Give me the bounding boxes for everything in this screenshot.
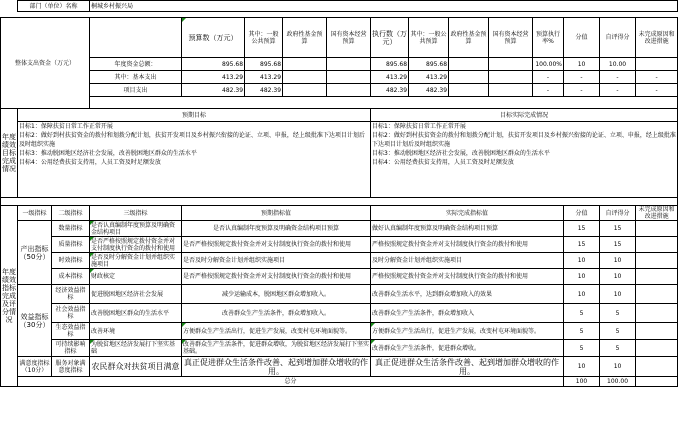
table-row	[1, 357, 678, 377]
self-score-cell: 10.00	[600, 58, 636, 71]
col-exec-state: 国有资本经营预算	[489, 18, 533, 58]
score-cell: -	[564, 71, 600, 84]
actual-cell: 改善群众生活水平，达到群众增加收入的效果	[371, 285, 564, 304]
dept-label: 部门（单位）名称	[18, 1, 90, 12]
col-ind-self: 自评得分	[600, 206, 636, 221]
budget-general-cell: 482.39	[245, 84, 283, 97]
score-cell: 15	[564, 237, 600, 253]
level3-cell: 改善脱困地区群众的生活水平	[90, 304, 182, 323]
budget-total-cell: 413.29	[182, 71, 245, 84]
level2-cell: 质量指标	[52, 237, 90, 253]
exec-fund-cell	[449, 71, 489, 84]
score-cell: 10	[564, 269, 600, 285]
col-budget-fund: 政府性基金预算	[283, 18, 327, 58]
reason-cell: -	[636, 84, 678, 97]
col-exec-fund: 政府性基金预算	[449, 18, 489, 58]
budget-general-cell: 413.29	[245, 71, 283, 84]
actual-cell: 做好认真编制年度预算及明确资金结构项目预算	[371, 221, 564, 237]
table-row	[1, 269, 678, 285]
exec-general-cell: 895.68	[409, 58, 449, 71]
target-cell: 改善群众生产生活条件，促进群众增收，为脱贫地区经济发展打下坚实基础。	[183, 341, 370, 355]
budget-total-cell: 482.39	[182, 84, 245, 97]
budget-total-cell: 895.68	[182, 58, 245, 71]
rate-cell: 100.00%	[533, 58, 564, 71]
output-label: 产出指标（50分）	[18, 221, 52, 285]
table-row	[1, 237, 678, 253]
total-self-score: 100.00	[600, 377, 636, 387]
target-cell: 是否认真编制年度预算及明确资金结构项目预算	[182, 221, 371, 237]
exec-total-cell: 413.29	[371, 71, 409, 84]
target-cell: 改善群众生产生活条件，群众增加收入。	[182, 304, 371, 323]
reason-cell	[636, 323, 678, 340]
table-row	[1, 304, 678, 323]
level2-cell: 社会效益指标	[52, 304, 90, 323]
score-cell: 10	[564, 58, 600, 71]
self-score-cell: -	[600, 71, 636, 84]
level3-cell: 是否认真编制年度预算及明确资金结构项目	[90, 221, 182, 237]
self-score-cell: 5	[600, 340, 636, 357]
self-score-cell: -	[600, 84, 636, 97]
exec-general-cell: 482.39	[409, 84, 449, 97]
table-row	[1, 221, 678, 237]
col-level3: 三级指标	[90, 206, 182, 221]
level2-cell: 时效指标	[52, 253, 90, 269]
level2-cell: 服务对象满意度指标	[52, 357, 90, 377]
exec-total-cell: 895.68	[371, 58, 409, 71]
col-ind-reason: 未完成原因和改进措施	[636, 206, 678, 221]
reason-cell	[636, 304, 678, 323]
satisfaction-label: 满意度指标（10分）	[18, 357, 52, 377]
budget-state-cell	[327, 84, 371, 97]
col-score: 分值	[564, 18, 600, 58]
col-budget-general: 其中：一般公共预算	[245, 18, 283, 58]
table-row	[1, 253, 678, 269]
reason-cell	[636, 237, 678, 253]
actual-cell: 严格按照规定拨付资金并对支付制度执行资金的拨付和使用	[371, 269, 564, 285]
reason-cell	[636, 340, 678, 357]
level3-cell: 是否及时分解资金计划并组织实施项目	[90, 253, 182, 269]
score-cell: 15	[564, 221, 600, 237]
level3-cell: 财政核定	[90, 269, 182, 285]
score-cell: 5	[564, 340, 600, 357]
self-score-cell: 10	[600, 269, 636, 285]
budget-fund-cell	[283, 58, 327, 71]
total-score: 100	[564, 377, 600, 387]
col-target: 预期指标值	[182, 206, 371, 221]
level2-cell: 可持续影响指标	[52, 340, 90, 357]
score-cell: 10	[564, 253, 600, 269]
reason-cell: -	[636, 71, 678, 84]
self-score-cell: 10	[600, 357, 636, 377]
reason-cell	[636, 285, 678, 304]
col-level1: 一级指标	[18, 206, 52, 221]
col-exec-general: 其中：一般公共预算	[409, 18, 449, 58]
col-ind-score: 分值	[564, 206, 600, 221]
actual-cell: 改善群众生产生活条件，促进群众增收。	[371, 340, 564, 357]
target-cell: 是否严格按照规定拨付资金并对支付制度执行资金的拨付和使用	[182, 237, 371, 253]
total-row	[1, 377, 678, 387]
indicators-side-label: 年度绩效指标完成及评分情况	[1, 206, 18, 387]
budget-fund-cell	[283, 71, 327, 84]
col-self-score: 自评得分	[600, 18, 636, 58]
level3-cell: 促进脱困地区经济社会发展	[90, 285, 182, 304]
actual-cell: 方便群众生产生活出行，促进生产发展，改变村屯环境面貌等。	[371, 323, 564, 340]
rate-cell: -	[533, 84, 564, 97]
col-rate: 预算执行率%	[533, 18, 564, 58]
score-cell: 5	[564, 304, 600, 323]
level2-cell: 生态效益指标	[52, 323, 90, 340]
exec-state-cell	[489, 58, 533, 71]
reason-cell	[636, 58, 678, 71]
exec-fund-cell	[449, 84, 489, 97]
level3-cell: 改善环境	[90, 323, 182, 340]
target-cell: 减少运输成本，脱困地区群众增加收入。	[182, 285, 371, 304]
actual-cell: 真正促进群众生活条件改善、起到增加群众增收的作用。	[371, 357, 564, 377]
budget-row-label-cell: 其中：基本支出	[90, 71, 182, 84]
self-score-cell: 15	[600, 237, 636, 253]
self-score-cell: 5	[600, 304, 636, 323]
col-reason: 未完成原因和改进措施	[636, 18, 678, 58]
col-exec-total: 执行数（万元）	[371, 18, 409, 58]
col-budget-total: 预算数（万元）	[182, 18, 245, 58]
self-score-cell: 15	[600, 221, 636, 237]
reason-cell	[636, 221, 678, 237]
budget-state-cell	[327, 71, 371, 84]
table-row	[1, 323, 678, 340]
level3-cell: 是否严格按照规定拨付资金并对支付制度执行资金的拨付和使用	[90, 237, 182, 253]
col-level2: 二级指标	[52, 206, 90, 221]
actual-header: 目标实际完成情况	[371, 109, 678, 122]
score-cell: 5	[564, 323, 600, 340]
budget-row-label-cell: 年度资金总额：	[90, 58, 182, 71]
budget-general-cell: 895.68	[245, 58, 283, 71]
budget-row	[1, 58, 678, 71]
exec-fund-cell	[449, 58, 489, 71]
self-score-cell: 10	[600, 253, 636, 269]
plan-text: 目标1：保障扶贫日常工作正常开展 目标2：做好到村扶贫资金的拨付和划拨分配计划，扶贫开发项目及乡村振兴衔接的论证、立项、申报，经上级批准下达项目计划后及时组织实施 目标3：推动脱困地区经济社会发展，改善脱困地区群众的生活水平 目标4：公用经费扶贫支持用，人员工资及时足额发放	[18, 122, 371, 198]
exec-total-cell: 482.39	[371, 84, 409, 97]
budget-state-cell	[327, 58, 371, 71]
table-row	[1, 285, 678, 304]
reason-cell	[636, 357, 678, 377]
actual-cell: 严格按照规定拨付资金并对支付制度执行资金的拨付和使用	[371, 237, 564, 253]
col-budget-state: 国有资本经营预算	[327, 18, 371, 58]
effect-label: 效益指标（30分）	[18, 285, 52, 357]
dept-value: 桐城乡村振兴局	[90, 1, 678, 12]
budget-fund-cell	[283, 84, 327, 97]
score-cell: 10	[564, 357, 600, 377]
level3-cell: 农民群众对扶贫项目满意	[90, 357, 182, 377]
self-score-cell: 10	[600, 285, 636, 304]
actual-cell: 改善群众生产生活条件，群众增加收入	[371, 304, 564, 323]
target-cell: 真正促进群众生活条件改善、起到增加群众增收的作用。	[182, 357, 371, 377]
reason-cell	[636, 253, 678, 269]
level2-cell: 数量指标	[52, 221, 90, 237]
self-score-cell: 5	[600, 323, 636, 340]
score-cell: -	[564, 84, 600, 97]
budget-row	[1, 71, 678, 84]
exec-state-cell	[489, 84, 533, 97]
budget-row-label: 整体支出资金（万元）	[1, 18, 90, 109]
total-label: 总分	[18, 377, 564, 387]
target-cell: 是否及时分解资金计划并组织实施项目	[182, 253, 371, 269]
level3-cell: 为脱贫地区经济发展打下坚实基础	[90, 340, 182, 357]
level2-cell: 经济效益指标	[52, 285, 90, 304]
actual-cell: 及时分解资金计划并组织实施项目	[371, 253, 564, 269]
actual-text: 目标1：保障扶贫日常工作正常开展 目标2：做好到村扶贫资金的拨付和划拨分配计划，扶贫开发项目及乡村振兴衔接的论证、立项、申报，经上级批准下达项目计划后及时组织实施 目标3：推动脱困地区经济社会发展，改善脱困地区群众的生活水平 目标4：公用经费扶贫支持用，人员工资及时足额发放	[371, 122, 678, 198]
score-cell: 10	[564, 285, 600, 304]
plan-header: 预期目标	[18, 109, 371, 122]
budget-row	[1, 84, 678, 97]
rate-cell: -	[533, 71, 564, 84]
target-cell: 方便群众生产生活出行，促进生产发展，改变村屯环境面貌等。	[182, 323, 371, 340]
level2-cell: 成本指标	[52, 269, 90, 285]
table-row	[1, 340, 678, 357]
target-cell: 是否严格按照规定拨付资金并对支付制度执行资金的拨付和使用	[182, 269, 371, 285]
goals-side-label: 年度绩效目标完成情况	[1, 109, 18, 198]
reason-cell	[636, 269, 678, 285]
budget-row-label-cell: 项目支出	[90, 84, 182, 97]
exec-general-cell: 413.29	[409, 71, 449, 84]
col-actual: 实际完成指标值	[371, 206, 564, 221]
exec-state-cell	[489, 71, 533, 84]
